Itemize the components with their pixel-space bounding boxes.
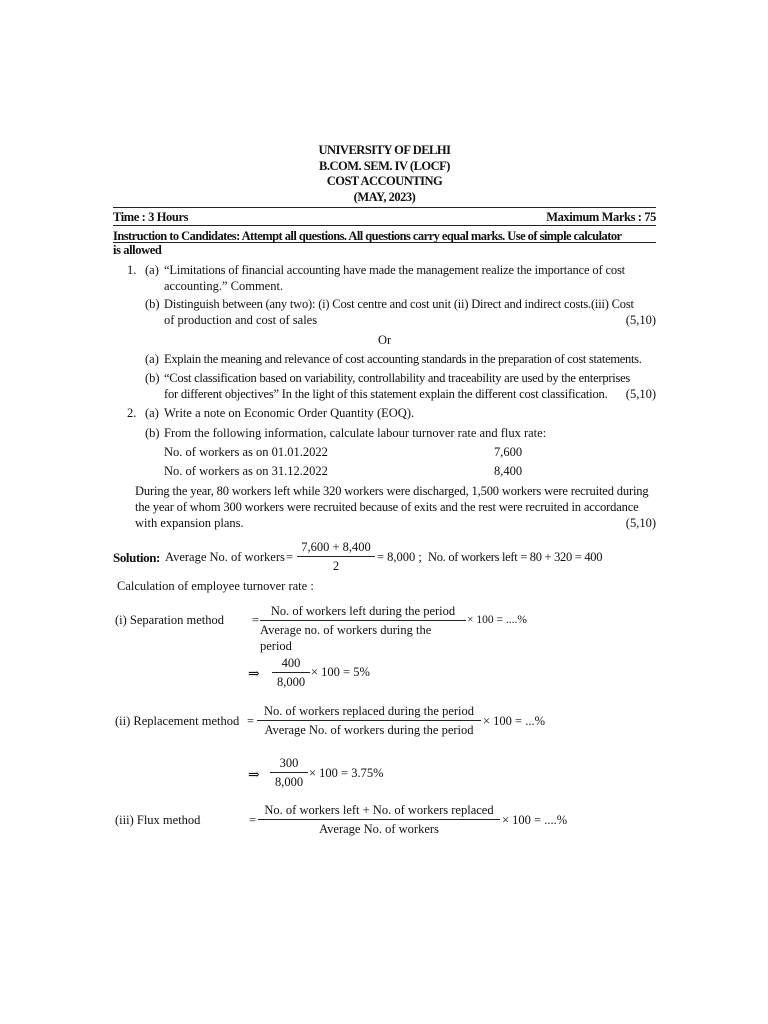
q1-b-label: (b): [145, 297, 160, 311]
q1-number: 1.: [127, 263, 137, 277]
separation-calc-fraction: [272, 655, 310, 690]
flux-tail: × 100 = ....%: [502, 813, 568, 827]
separation-numerator: No. of workers left during the period: [270, 604, 456, 618]
replacement-calc-numerator: 300: [279, 756, 299, 770]
implies-icon: ⇒: [248, 768, 260, 783]
course-name: B.COM. SEM. IV (LOCF): [319, 158, 450, 173]
q2-table-row-2-label: No. of workers as on 31.12.2022: [164, 464, 328, 478]
q1-alt-a-text: Explain the meaning and relevance of cost accounting standards in the preparation of cost statements.: [164, 352, 642, 366]
avg-denominator: 2: [332, 559, 340, 573]
q1-alt-b-label: (b): [145, 371, 160, 385]
implies-icon: ⇒: [248, 667, 260, 682]
separation-calc-tail: × 100 = 5%: [311, 665, 370, 679]
q2-a-text: Write a note on Economic Order Quantity (EOQ).: [164, 406, 415, 420]
q2-para-line1: During the year, 80 workers left while 320 workers were discharged, 1,500 workers were recruited during: [135, 484, 649, 498]
university-name: UNIVERSITY OF DELHI: [318, 143, 451, 157]
instruction-line-2: is allowed: [113, 243, 162, 257]
avg-equals: =: [286, 550, 294, 564]
flux-equals: =: [249, 813, 257, 827]
q2-a-label: (a): [145, 406, 159, 420]
q1-alt-b-line2: for different objectives” In the light of this statement explain the different cost classification.: [164, 387, 608, 401]
q2-b-label: (b): [145, 426, 160, 440]
q1-a-line1: “Limitations of financial accounting have made the management realize the importance of cost: [164, 263, 626, 277]
replacement-equals: =: [247, 714, 255, 728]
exam-time: Time : 3 Hours: [113, 210, 189, 224]
q1-alt-b-line1: “Cost classification based on variability, controllability and traceability are used by the enterprises: [164, 371, 630, 385]
q1-alt-a-label: (a): [145, 352, 159, 366]
solution-label: Solution:: [113, 550, 160, 565]
q2-number: 2.: [127, 406, 137, 420]
q1-a-line2: accounting.” Comment.: [164, 279, 284, 293]
workers-left-text: No. of workers left = 80 + 320 = 400: [428, 550, 603, 564]
q2-para-line2: the year of whom 300 workers were recruited because of exits and the rest were recruited in accordance: [135, 500, 639, 514]
flux-numerator: No. of workers left + No. of workers replaced: [264, 803, 494, 817]
flux-denominator: Average No. of workers: [319, 822, 439, 836]
replacement-fraction: [257, 703, 481, 738]
separation-label: (i) Separation method: [115, 613, 224, 627]
q2-table-row-1-value: 7,600: [494, 445, 523, 459]
instruction-line-1: Instruction to Candidates: Attempt all questions. All questions carry equal marks. Use of simple calculator: [113, 229, 622, 243]
avg-workers-text: Average No. of workers: [165, 550, 285, 564]
meta-row: [113, 209, 656, 225]
replacement-label: (ii) Replacement method: [115, 714, 240, 728]
q1-alt-b-marks: (5,10): [625, 387, 656, 401]
separation-calc-denominator: 8,000: [276, 675, 306, 689]
subject-name: COST ACCOUNTING: [326, 174, 443, 188]
max-marks: Maximum Marks : 75: [546, 210, 656, 224]
avg-fraction: [297, 539, 375, 574]
q2-b-text: From the following information, calculate labour turnover rate and flux rate:: [164, 426, 547, 440]
flux-fraction: [258, 802, 500, 837]
replacement-numerator: No. of workers replaced during the period: [264, 704, 474, 718]
replacement-calc-fraction: [270, 755, 308, 790]
q2-marks: (5,10): [625, 516, 656, 530]
meta-divider: [113, 225, 656, 226]
exam-session: (MAY, 2023): [353, 189, 416, 204]
avg-result: = 8,000 ;: [377, 550, 422, 564]
separation-fraction: [260, 603, 466, 654]
separation-denominator: Average no. of workers during the period: [260, 623, 432, 653]
q2-table-row-2-value: 8,400: [494, 464, 523, 478]
separation-tail: × 100 = ....%: [467, 614, 527, 626]
calc-heading: Calculation of employee turnover rate :: [117, 579, 314, 593]
header-divider: [113, 207, 656, 208]
replacement-denominator: Average No. of workers during the period: [264, 723, 474, 737]
q2-table-row-1-label: No. of workers as on 01.01.2022: [164, 445, 328, 459]
exam-header: [113, 143, 656, 205]
q2-para-line3: with expansion plans.: [135, 516, 244, 530]
q1-b-marks: (5,10): [625, 313, 656, 327]
separation-calc-numerator: 400: [281, 656, 301, 670]
replacement-tail: × 100 = ...%: [483, 714, 546, 728]
q1-b-line2: of production and cost of sales: [164, 313, 318, 327]
separation-equals: =: [252, 613, 260, 627]
replacement-calc-tail: × 100 = 3.75%: [309, 766, 384, 780]
q1-a-label: (a): [145, 263, 159, 277]
replacement-calc-denominator: 8,000: [274, 775, 304, 789]
flux-label: (iii) Flux method: [115, 813, 201, 827]
avg-numerator: 7,600 + 8,400: [301, 540, 371, 554]
q1-or: Or: [378, 333, 392, 347]
q1-b-line1: Distinguish between (any two): (i) Cost centre and cost unit (ii) Direct and indirect costs.(iii) Cost: [164, 297, 634, 311]
